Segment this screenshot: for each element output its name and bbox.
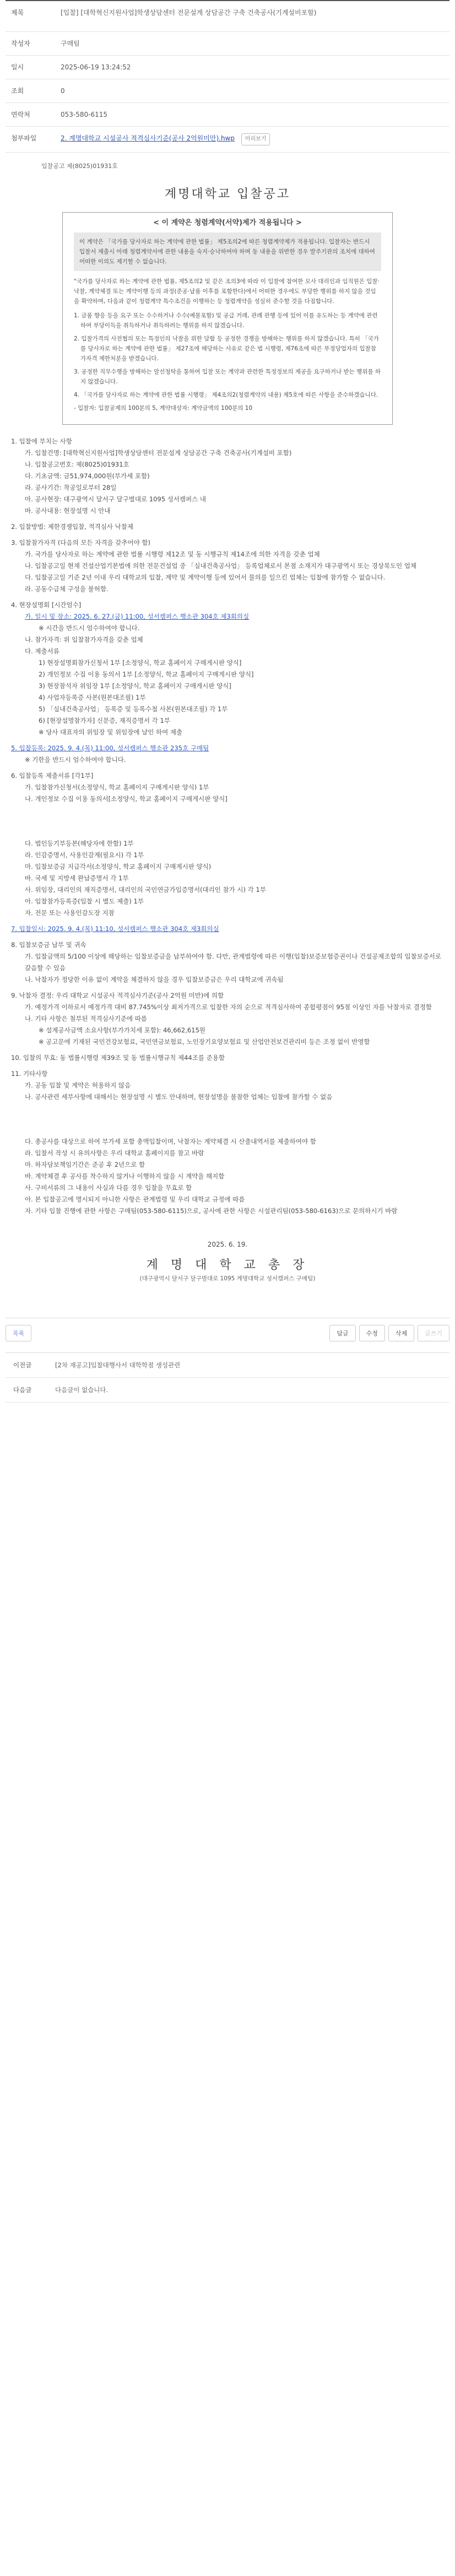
section-heading: 6. 입찰등록 제출서류 [각1부]: [11, 772, 94, 780]
delete-button[interactable]: 삭제: [388, 1325, 414, 1341]
list-item: 가. 일시 및 장소: 2025. 6. 27.(금) 11:00, 성서캠퍼스 행소관 304호 제3회의실: [25, 613, 250, 620]
integrity-box-list: [74, 311, 381, 413]
signature-address: (대구광역시 달서구 달구벌대로 1095 계명대학교 성서캠퍼스 구매팀): [139, 1275, 316, 1282]
section-heading: 8. 입찰보증금 납부 및 귀속: [11, 941, 86, 949]
integrity-box-title: < 이 계약은 청렴계약(서약)제가 적용됩니다 >: [153, 219, 302, 227]
integrity-item: 4. 「국가를 당사자로 하는 계약에 관한 법률 시행령」 제4조의2(청렴계약의 내용) 제5호에 따른 사항을 준수하겠습니다.: [74, 392, 378, 398]
list-item: 자. 전문 또는 사용인감도장 지참: [25, 909, 115, 917]
notice-number: 입찰공고 제(8025)01931호: [41, 163, 118, 170]
preview-button[interactable]: 미리보기: [241, 133, 270, 145]
section-heading: 9. 낙찰자 결정: 우리 대학교 시설공사 적격심사기준(공사 2억원 미만)에 의함: [11, 992, 224, 999]
list-item: 라. 공사기간: 착공일로부터 28일: [25, 484, 117, 491]
meta-contact-label: 연락처: [11, 111, 30, 118]
list-item: 다. 총공사를 대상으로 하여 부가세 포함 총액입찰이며, 낙찰자는 계약체결 시 산출내역서를 제출하여야 함: [25, 1138, 316, 1145]
list-item: 나. 입찰공고일 현재 건설산업기본법에 의한 전문건설업 중 「실내건축공사업」 등록업체로서 본점 소재지가 대구광역시 또는 경상북도인 업체: [25, 562, 417, 570]
meta-views-label: 조회: [11, 87, 24, 95]
section-heading: 7. 입찰일시: 2025. 9. 4.(목) 11:10, 성서캠퍼스 행소관 304호 제3회의실: [11, 925, 219, 933]
next-post-value: 다음글이 없습니다.: [55, 1386, 109, 1394]
meta-date-label: 일시: [11, 63, 24, 71]
next-post-row: [6, 1378, 449, 1403]
section-heading: 4. 현장설명회 [시간엄수]: [11, 601, 82, 609]
list-item: 마. 입찰보증금 지급각서(소정양식, 학교 홈페이지 구매게시판 양식): [25, 863, 212, 870]
list-item: 나. 공사관련 세부사항에 대해서는 현장설명 시 별도 안내하며, 현장설명을 불참한 업체는 입찰에 참가할 수 없음: [25, 1093, 333, 1101]
section-7: [11, 923, 444, 935]
list-item: 가. 국가를 당사자로 하는 계약에 관한 법률 시행령 제12조 및 동 시행규칙 제14조에 의한 자격을 갖춘 업체: [25, 550, 320, 558]
list-item: 가. 공동 입찰 및 계약은 허용하지 않음: [25, 1081, 131, 1089]
list-item: 라. 입찰서 작성 시 유의사항은 우리 대학교 홈페이지를 참고 바람: [25, 1149, 204, 1157]
list-item: 3) 현장참석자 위임장 1부 [소정양식, 학교 홈페이지 구매게시판 양식]: [39, 682, 231, 690]
spacer: [11, 1103, 444, 1136]
meta-contact-row: [6, 103, 449, 127]
signature-line: 계 명 대 학 교 총 장: [146, 1258, 309, 1272]
list-item: 나. 참가자격: 위 입찰참가자격을 갖춘 업체: [25, 636, 143, 643]
meta-title-row: [6, 1, 449, 32]
section-3: [11, 537, 444, 595]
list-item: 다. 법인등기부등본(해당자에 한함) 1부: [25, 840, 134, 847]
section-8: [11, 939, 444, 986]
section-5: [11, 743, 444, 766]
integrity-item: 1. 금품 향응 등을 요구 또는 수수하거나 수수(예물포함) 및 공급 거래, 관례 관행 등에 있어 이를 유도하는 등 계약에 관련하여 부당이득을 취득하거나 취득하려는 행위를 하지 않겠습니다.: [74, 312, 378, 329]
meta-author-value: 구매팀: [61, 40, 80, 47]
section-4: [11, 599, 444, 738]
list-item: 나. 기타 사항은 첨부된 적격심사기준에 따름: [25, 1015, 147, 1022]
list-item: ※ 기한을 반드시 엄수하여야 합니다.: [25, 756, 126, 764]
list-item: 1) 현장설명회참가신청서 1부 [소정양식, 학교 홈페이지 구매게시판 양식]: [39, 659, 242, 667]
meta-views-row: [6, 79, 449, 103]
list-item: 아. 본 입찰공고에 명시되지 아니한 사항은 관계법령 및 우리 대학교 규정에 따름: [25, 1195, 245, 1203]
section-9: [11, 990, 444, 1048]
section-10: [11, 1052, 444, 1064]
next-post-label: 다음글: [13, 1386, 32, 1394]
meta-contact-value: 053-580-6115: [61, 111, 108, 118]
integrity-box: [62, 212, 393, 425]
attachment-link[interactable]: 2. 계명대학교 시설공사 적격심사기준(공사 2억원미만).hwp: [61, 134, 235, 142]
reply-button[interactable]: 답글: [329, 1325, 355, 1341]
action-bar: [6, 1318, 449, 1341]
integrity-item: - 입찰자: 입찰공제의 100분의 5, 계약대상자: 계약금액의 100분의 10: [74, 405, 253, 412]
integrity-box-summary: 이 계약은 「국가를 당사자로 하는 계약에 관한 법률」 제5조의2에 따른 청렴계약제가 적용됩니다. 입찰자는 반드시 입찰서 제출시 아래 청렴계약서에 관한 내용을 숙지·승낙하여야 하며 동 내용을 위반한 경우 발주기관의 조치에 대하여 어떠한 이의도 제기할 수 없습니다.: [74, 232, 381, 271]
list-item: 자. 기타 입찰 진행에 관한 사항은 구매팀(053-580-6115)으로, 공사에 관한 사항은 시설관리팀(053-580-6163)으로 문의하시기 바람: [25, 1207, 398, 1215]
list-button[interactable]: 목록: [6, 1325, 31, 1341]
section-heading: 11. 기타사항: [11, 1070, 48, 1078]
meta-table: [6, 0, 449, 153]
action-buttons: [329, 1325, 449, 1341]
list-item: 나. 입찰공고번호: 제(8025)01931호: [25, 461, 129, 468]
post-navigation: [6, 1352, 449, 1403]
section-1: [11, 436, 444, 517]
list-item: 가. 입찰금액의 5/100 이상에 해당하는 입찰보증금을 납부하여야 함. 다만, 관계법령에 따른 이행(입찰)보증보험증권이나 건설공제조합의 입찰보증서로 갈음할 수 있음: [25, 953, 442, 972]
list-item: 마. 하자담보책임기간은 준공 후 2년으로 함: [25, 1161, 145, 1168]
list-item: 5) 「실내건축공사업」 등록증 및 등록수첩 사본(원본대조필) 각 1부: [39, 705, 228, 713]
list-item: 바. 공사내용: 현장설명 시 안내: [25, 507, 111, 515]
list-item: 바. 계약체결 후 공사를 착수하지 않거나 이행하지 않을 시 계약을 해지함: [25, 1172, 225, 1180]
meta-attach-value: [55, 127, 449, 152]
list-item: 다. 기초금액: 금51,974,000원(부가세 포함): [25, 472, 150, 480]
list-item: 라. 공동수급체 구성을 불허함.: [25, 585, 109, 593]
notice-title: 계명대학교 입찰공고: [164, 187, 291, 201]
edit-button[interactable]: 수정: [359, 1325, 385, 1341]
meta-author-label: 작성자: [11, 40, 30, 47]
list-item: 라. 인감증명서, 사용인감계(필요시) 각 1부: [25, 851, 144, 859]
notice-content: [6, 153, 449, 1285]
list-item: 마. 공사현장: 대구광역시 달서구 달구벌대로 1095 성서캠퍼스 내: [25, 495, 206, 503]
notice-date: 2025. 6. 19.: [207, 1241, 248, 1248]
meta-views-value: 0: [61, 87, 65, 95]
spacer: [11, 805, 444, 838]
meta-date-row: [6, 56, 449, 79]
list-item: 나. 개인정보 수집 이용 동의서[소정양식, 학교 홈페이지 구매게시판 양식]: [25, 795, 228, 803]
list-item: 나. 낙찰자가 정당한 이유 없이 계약을 체결하지 않을 경우 입찰보증금은 우리 대학교에 귀속됨: [25, 976, 284, 983]
section-heading: 1. 입찰에 부치는 사항: [11, 437, 72, 445]
section-heading: 2. 입찰방법: 제한경쟁입찰, 적격심사 낙찰제: [11, 523, 133, 531]
prev-post-row[interactable]: [6, 1353, 449, 1378]
meta-attach-row: [6, 127, 449, 153]
list-item: 가. 입찰건명: [대학혁신지원사업]학생상담센터 전문설계 상담공간 구축 건축공사(기계설비 포함): [25, 449, 292, 457]
integrity-item: 3. 공정한 직무수행을 방해하는 알선청탁을 통하여 입찰 또는 계약과 관련한 특정정보의 제공을 요구하거나 받는 행위를 하지 않겠습니다.: [74, 369, 381, 385]
meta-title-label: 제목: [11, 9, 24, 17]
list-item: ※ 공고문에 기재된 국민건강보험료, 국민연금보험료, 노인장기요양보험료 및 산업안전보건관리비 등은 조정 없이 반영함: [39, 1038, 370, 1046]
section-6: [11, 770, 444, 919]
list-item: ※ 당사 대표자의 위임장 및 위임장에 날인 하여 제출: [39, 728, 183, 736]
list-item: 4) 사업자등록증 사본(원본대조필) 1부: [39, 694, 146, 701]
meta-author-row: [6, 32, 449, 56]
list-item: 6) [현장설명참가자] 신분증, 재직증명서 각 1부: [39, 717, 170, 724]
list-item: 가. 입찰참가신청서(소정양식, 학교 홈페이지 구매게시판 양식) 1부: [25, 783, 209, 791]
list-item: 가. 예정가격 이하로서 예정가격 대비 87.745%이상 최저가격으로 입찰한 자의 순으로 적격심사하여 종합평점이 95점 이상인 자를 낙찰자로 결정함: [25, 1003, 432, 1011]
integrity-item: 2. 입찰가격의 사전협의 또는 특정인의 낙찰을 위한 담합 등 공정한 경쟁을 방해하는 행위를 하지 않겠습니다. 특히 「국가를 당사자로 하는 계약에 관한 법률」 제27조에 해당하는 사유로 같은 법 시행령, 제76조에 따른 부정당업자의 입찰참가자격 제한처분을 받겠습니다.: [74, 335, 379, 362]
section-2: [11, 521, 444, 533]
section-heading: 5. 입찰등록: 2025. 9. 4.(목) 11:00, 성서캠퍼스 행소관 235호 구매팀: [11, 744, 209, 752]
section-heading: 10. 입찰의 무효: 동 법률시행령 제39조 및 동 법률시행규칙 제44조를 준용함: [11, 1054, 225, 1062]
list-item: 아. 입찰참가등록증(입찰 시 별도 제출) 1부: [25, 897, 144, 905]
meta-title-value: [입찰] [대학혁신지원사업]학생상담센터 전문설계 상담공간 구축 건축공사(기계설비포함): [61, 9, 317, 17]
prev-post-label: 이전글: [13, 1361, 32, 1369]
list-item: ※ 설계공사금액 소요사항(부가가치세 포함): 46,662,615원: [39, 1026, 205, 1034]
meta-date-value: 2025-06-19 13:24:52: [61, 63, 131, 71]
section-11: [11, 1068, 444, 1217]
meta-attach-label: 첨부파일: [11, 134, 37, 142]
list-item: 사. 구비서류의 그 내용이 사실과 다를 경우 입찰을 무효로 함: [25, 1184, 192, 1192]
write-button[interactable]: 글쓰기: [418, 1325, 449, 1341]
list-item: 2) 개인정보 수집 이용 동의서 1부 [소정양식, 학교 홈페이지 구매게시판 양식]: [39, 670, 254, 678]
list-item: ※ 시간을 반드시 엄수하여야 합니다.: [39, 624, 140, 632]
list-item: 다. 제출서류: [25, 647, 59, 655]
section-heading: 3. 입찰참가자격 (다음의 모든 자격을 갖추어야 함): [11, 539, 150, 546]
list-item: 다. 입찰공고일 기준 2년 이내 우리 대학교의 입찰, 계약 및 계약이행 등에 있어서 물의를 일으킨 업체는 입찰에 참가할 수 없습니다.: [25, 573, 386, 581]
list-item: 바. 국세 및 지방세 완납증명서 각 1부: [25, 874, 129, 882]
prev-post-link[interactable]: [2차 재공고]입찰대행사서 대학학점 생성관련: [55, 1361, 181, 1369]
integrity-box-intro: "국가를 당사자로 하는 계약에 관한 법률, 제5조의2 및 같은 조의3에 따라 이 입찰에 참여한 모사 대리인과 임직원은 입찰·낙찰, 계약체결 또는 계약이행 등의 과정(준공·납품 이후를 포함한다)에서 어떠한 경우에도 부당한 행위를 하지 않을 것임을 확약하며, 다음과 같이 청렴계약 특수조건을 이행하는 등 청렴계약을 성실히 준수할 것을 다짐합니다.: [74, 278, 380, 305]
list-item: 사. 위임장, 대리인의 재직증명서, 대리인의 국민연금가입증명서(대리인 참가 시) 각 1부: [25, 886, 266, 894]
